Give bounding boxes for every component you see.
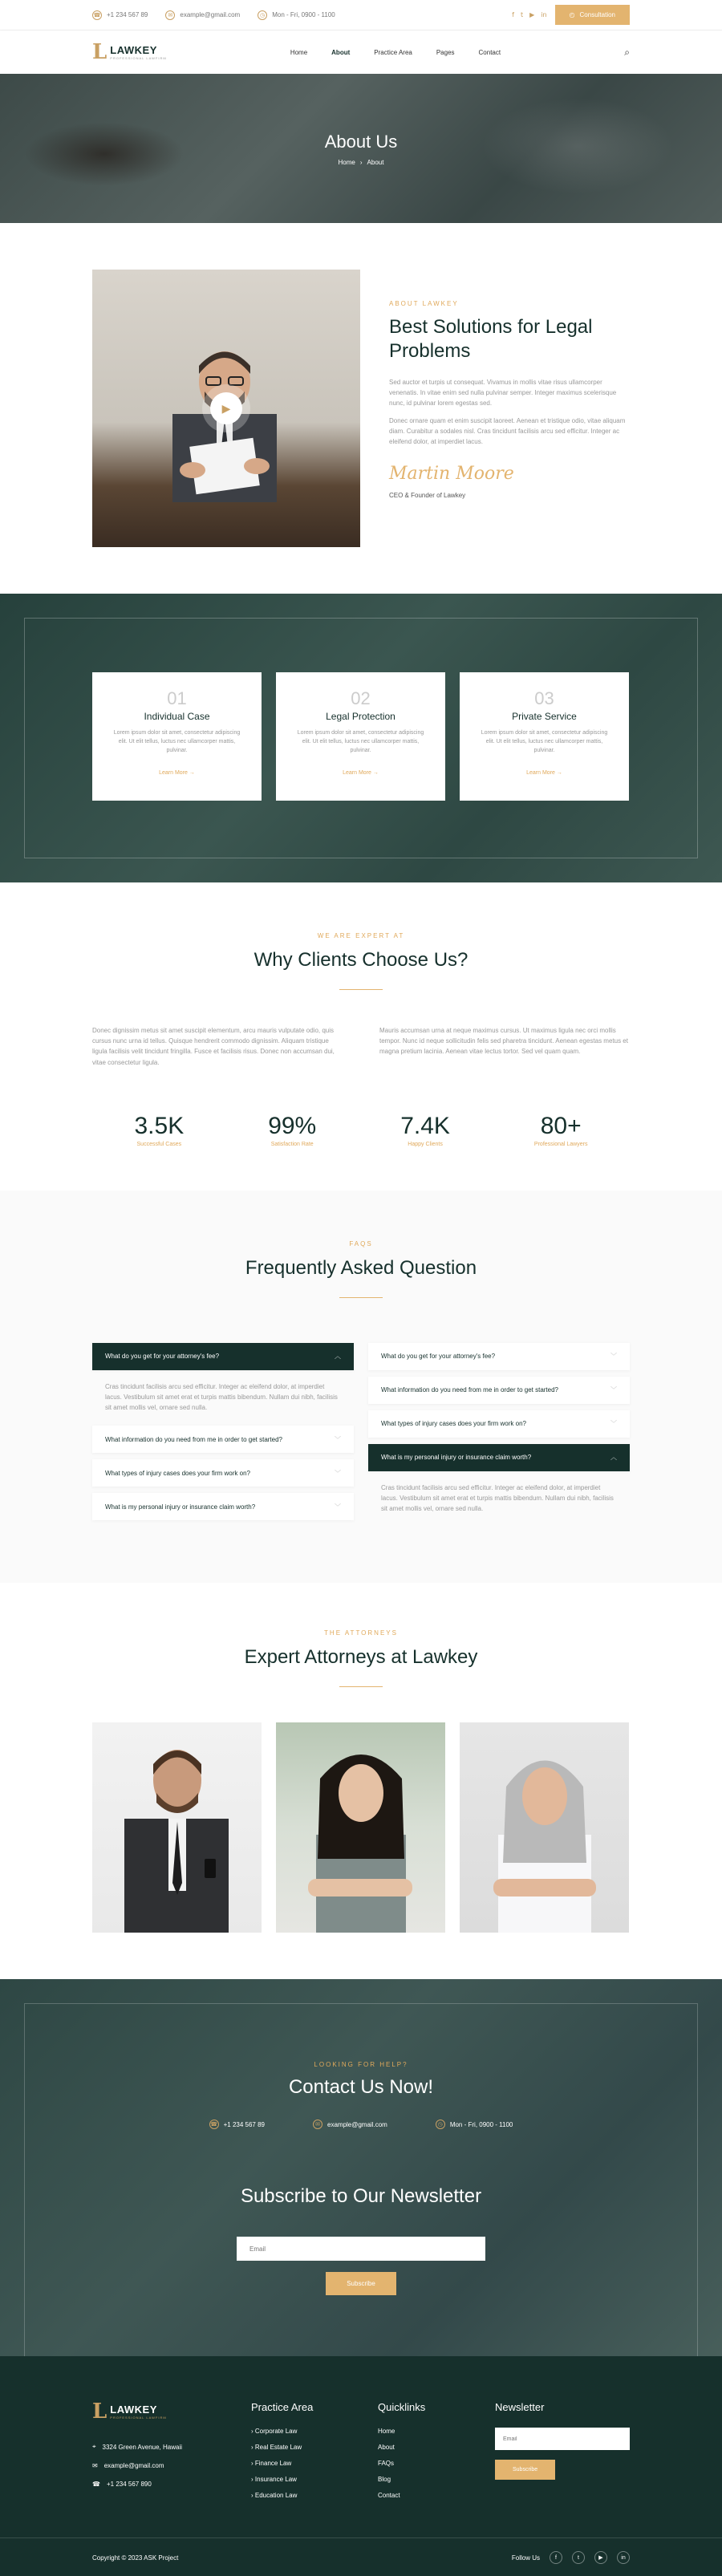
- stat: 99% Satisfaction Rate: [268, 1112, 317, 1147]
- footer-newsletter-title: Newsletter: [495, 2401, 545, 2414]
- mail-icon: ✉: [165, 10, 175, 20]
- follow-label: Follow Us: [511, 2554, 540, 2562]
- mail-icon: ✉: [92, 2462, 98, 2470]
- faq-question[interactable]: What types of injury cases does your firm work on? ﹀: [368, 1410, 630, 1438]
- subscribe-button[interactable]: Subscribe: [326, 2272, 396, 2295]
- play-video-button[interactable]: [210, 392, 242, 424]
- breadcrumb: [339, 159, 384, 166]
- newsletter-email-input[interactable]: [237, 2237, 485, 2261]
- contact-eyebrow: LOOKING FOR HELP?: [314, 2061, 408, 2069]
- chevron-down-icon: ﹀: [610, 1386, 617, 1394]
- nav-practice-area[interactable]: Practice Area: [374, 48, 412, 56]
- footer-link[interactable]: Contact: [378, 2492, 400, 2500]
- topbar: [0, 0, 722, 30]
- stat: 7.4K Happy Clients: [400, 1112, 450, 1147]
- faq-question[interactable]: What information do you need from me in order to get started? ﹀: [92, 1426, 354, 1453]
- contact-section: [0, 1979, 722, 2356]
- footer-email-input[interactable]: [495, 2428, 630, 2450]
- consultation-button[interactable]: ◴ Consultation: [555, 5, 630, 25]
- learn-more-link[interactable]: Learn More →: [526, 769, 562, 776]
- attorneys-eyebrow: THE ATTORNEYS: [324, 1629, 398, 1637]
- footer-link[interactable]: Home: [378, 2428, 395, 2436]
- footer-quicklinks-title: Quicklinks: [378, 2401, 426, 2414]
- twitter-icon[interactable]: t: [572, 2551, 585, 2564]
- location-icon: ⌖: [92, 2443, 96, 2451]
- service-card: 02 Legal Protection Lorem ipsum dolor sit amet, consectetur adipiscing elit. Ut elit tellus, luctus nec ullamcorper mattis, pulvinar. Learn More →: [276, 672, 445, 801]
- faq-question[interactable]: What do you get for your attorney's fee? ︿: [92, 1343, 354, 1370]
- faq-answer: Cras tincidunt facilisis arcu sed efficitur. Integer ac eleifend dolor, at imperdiet lacus. Vestibulum sit amet erat et turpis mattis bibendum. Nullam dui nibh, facilisis sit amet mollis vel, ornare sed nulla.: [105, 1382, 338, 1412]
- about-section: [0, 223, 722, 594]
- search-icon[interactable]: ⌕: [624, 46, 630, 58]
- chevron-down-icon: ﹀: [610, 1353, 617, 1361]
- why-title: Why Clients Choose Us?: [254, 949, 468, 971]
- chevron-down-icon: ﹀: [610, 1420, 617, 1428]
- nav-pages[interactable]: Pages: [436, 48, 455, 56]
- faq-section: [0, 1191, 722, 1584]
- page-title: About Us: [324, 131, 398, 152]
- about-eyebrow: ABOUT LAWKEY: [389, 300, 459, 307]
- footer-practice-title: Practice Area: [251, 2401, 314, 2414]
- logo[interactable]: L LAWKEY PROFESSIONAL LAWFIRM: [92, 40, 167, 64]
- chevron-up-icon: ︿: [335, 1353, 341, 1361]
- faq-question[interactable]: What types of injury cases does your firm work on? ﹀: [92, 1459, 354, 1487]
- services-section: [0, 594, 722, 882]
- page-hero: [0, 74, 722, 223]
- topbar-email[interactable]: ✉ example@gmail.com: [165, 10, 240, 20]
- footer-subscribe-button[interactable]: Subscribe: [495, 2460, 555, 2480]
- twitter-icon[interactable]: t: [520, 11, 524, 18]
- linkedin-icon[interactable]: in: [617, 2551, 630, 2564]
- footer-link[interactable]: › Finance Law: [251, 2460, 378, 2467]
- footer-link[interactable]: Blog: [378, 2476, 391, 2484]
- logo-mark: L: [92, 40, 107, 64]
- faq-title: Frequently Asked Question: [245, 1256, 477, 1279]
- topbar-phone[interactable]: ☎ +1 234 567 89: [93, 11, 148, 18]
- about-photo: [92, 270, 360, 547]
- breadcrumb-home[interactable]: Home: [338, 158, 355, 166]
- breadcrumb-separator-icon: ›: [359, 158, 363, 166]
- footer-link[interactable]: FAQs: [378, 2460, 395, 2468]
- why-paragraph-2: Mauris accumsan urna at neque maximus cursus. Ut maximus ligula nec orci mollis tempor. Nunc id neque sollicitudin felis sed pharetra tincidunt. Aenean egestas metus et magna pretium lacinia. Aenean vitae lectus tortor. Sed vel quam quam.: [379, 1027, 628, 1056]
- attorneys-section: [0, 1583, 722, 1979]
- chevron-down-icon: ﹀: [335, 1435, 341, 1443]
- youtube-icon[interactable]: ▶: [594, 2551, 607, 2564]
- why-eyebrow: WE ARE EXPERT AT: [317, 932, 405, 939]
- footer-address: ⌖ 3324 Green Avenue, Hawaii: [92, 2443, 182, 2451]
- chevron-down-icon: ﹀: [335, 1469, 341, 1477]
- facebook-icon[interactable]: f: [550, 2551, 562, 2564]
- footer-link[interactable]: › Insurance Law: [251, 2476, 378, 2483]
- footer-link[interactable]: About: [378, 2444, 395, 2452]
- clock-icon: ◷: [258, 10, 267, 20]
- why-section: [0, 882, 722, 1191]
- nav-about[interactable]: About: [331, 48, 351, 56]
- play-icon: ▶: [221, 401, 231, 415]
- nav-home[interactable]: Home: [290, 48, 308, 56]
- contact-phone[interactable]: ☎ +1 234 567 89: [210, 2120, 265, 2128]
- contact-email[interactable]: ✉ example@gmail.com: [313, 2120, 387, 2129]
- footer-logo[interactable]: L LAWKEY PROFESSIONAL LAWFIRM: [92, 2400, 167, 2424]
- main-nav: [0, 30, 722, 74]
- footer-email[interactable]: ✉ example@gmail.com: [92, 2462, 164, 2470]
- faq-eyebrow: FAQS: [349, 1239, 373, 1247]
- calendar-icon: ◴: [569, 11, 575, 18]
- footer: [0, 2356, 722, 2576]
- about-title: Best Solutions for Legal Problems: [389, 316, 593, 362]
- footer-phone[interactable]: ☎ +1 234 567 890: [92, 2481, 152, 2489]
- breadcrumb-current: About: [367, 158, 384, 166]
- ceo-caption: CEO & Founder of Lawkey: [389, 491, 466, 499]
- service-card: 03 Private Service Lorem ipsum dolor sit amet, consectetur adipiscing elit. Ut elit tellus, luctus nec ullamcorper mattis, pulvinar. Learn More →: [460, 672, 629, 801]
- stat: 3.5K Successful Cases: [134, 1112, 185, 1147]
- faq-question[interactable]: What do you get for your attorney's fee? ﹀: [368, 1343, 630, 1370]
- service-card: 01 Individual Case Lorem ipsum dolor sit amet, consectetur adipiscing elit. Ut elit tellus, luctus nec ullamcorper mattis, pulvinar. Learn More →: [92, 672, 262, 801]
- nav-contact[interactable]: Contact: [478, 48, 501, 56]
- about-paragraph-1: Sed auctor et turpis ut consequat. Vivamus in mollis vitae risus ullamcorper venenatis. In vitae enim sed nulla pulvinar semper. Integer maximus scelerisque nunc, id pulvinar lorem egestas sed.: [389, 379, 617, 407]
- attorney-photo[interactable]: [276, 1722, 445, 1933]
- footer-link[interactable]: › Education Law: [251, 2492, 378, 2499]
- clock-icon: ◷: [436, 2120, 445, 2129]
- why-paragraph-1: Donec dignissim metus sit amet suscipit elementum, arcu mauris vulputate odio, quis cursus nunc urna id tellus. Quisque hendrerit commodo dignissim. Aliquam tristique ligula facilisis velit tincidunt fringilla. Fusce et facilisis risus. Donec non accumsan dui, vitae consectetur ligula.: [92, 1027, 335, 1066]
- logo-mark: L: [92, 2400, 107, 2424]
- attorneys-title: Expert Attorneys at Lawkey: [244, 1646, 478, 1669]
- facebook-icon[interactable]: f: [512, 11, 514, 18]
- linkedin-icon[interactable]: in: [541, 11, 547, 18]
- learn-more-link[interactable]: Learn More →: [159, 769, 195, 776]
- phone-icon: ☎: [92, 10, 102, 20]
- faq-answer: Cras tincidunt facilisis arcu sed efficitur. Integer ac eleifend dolor, at imperdiet lacus. Vestibulum sit amet erat et turpis mattis bibendum. Nullam dui nibh, facilisis sit amet mollis vel, ornare sed nulla.: [381, 1483, 614, 1513]
- chevron-down-icon: ﹀: [335, 1503, 341, 1511]
- stat: 80+ Professional Lawyers: [533, 1112, 588, 1147]
- faq-question[interactable]: What is my personal injury or insurance claim worth? ︿: [368, 1444, 630, 1471]
- attorney-photo[interactable]: [460, 1722, 629, 1933]
- phone-icon: ☎: [209, 2120, 219, 2129]
- phone-icon: ☎: [92, 2481, 100, 2489]
- attorney-photo[interactable]: [92, 1722, 262, 1933]
- about-paragraph-2: Donec ornare quam et enim suscipit laoreet. Aenean et tristique odio, vitae aliquam diam. Curabitur a sodales nisl. Cras tincidunt facilisis arcu sed efficitur. Integer ac eleifend dolor, at imperdiet lacus.: [389, 417, 626, 445]
- footer-link[interactable]: › Corporate Law: [251, 2428, 378, 2435]
- contact-title: Contact Us Now!: [288, 2076, 434, 2099]
- topbar-hours: ◷ Mon - Fri, 0900 - 1100: [258, 10, 335, 20]
- chevron-up-icon: ︿: [610, 1454, 617, 1462]
- mail-icon: ✉: [313, 2120, 322, 2129]
- newsletter-title: Subscribe to Our Newsletter: [240, 2185, 482, 2208]
- footer-link[interactable]: › Real Estate Law: [251, 2444, 378, 2451]
- copyright: Copyright © 2023 ASK Project: [92, 2554, 179, 2562]
- youtube-icon[interactable]: ▶: [529, 11, 535, 18]
- learn-more-link[interactable]: Learn More →: [343, 769, 379, 776]
- signature: Martin Moore: [389, 463, 514, 484]
- contact-hours: ◷ Mon - Fri, 0900 - 1100: [436, 2120, 513, 2129]
- faq-question[interactable]: What is my personal injury or insurance claim worth? ﹀: [92, 1493, 354, 1520]
- faq-question[interactable]: What information do you need from me in order to get started? ﹀: [368, 1377, 630, 1404]
